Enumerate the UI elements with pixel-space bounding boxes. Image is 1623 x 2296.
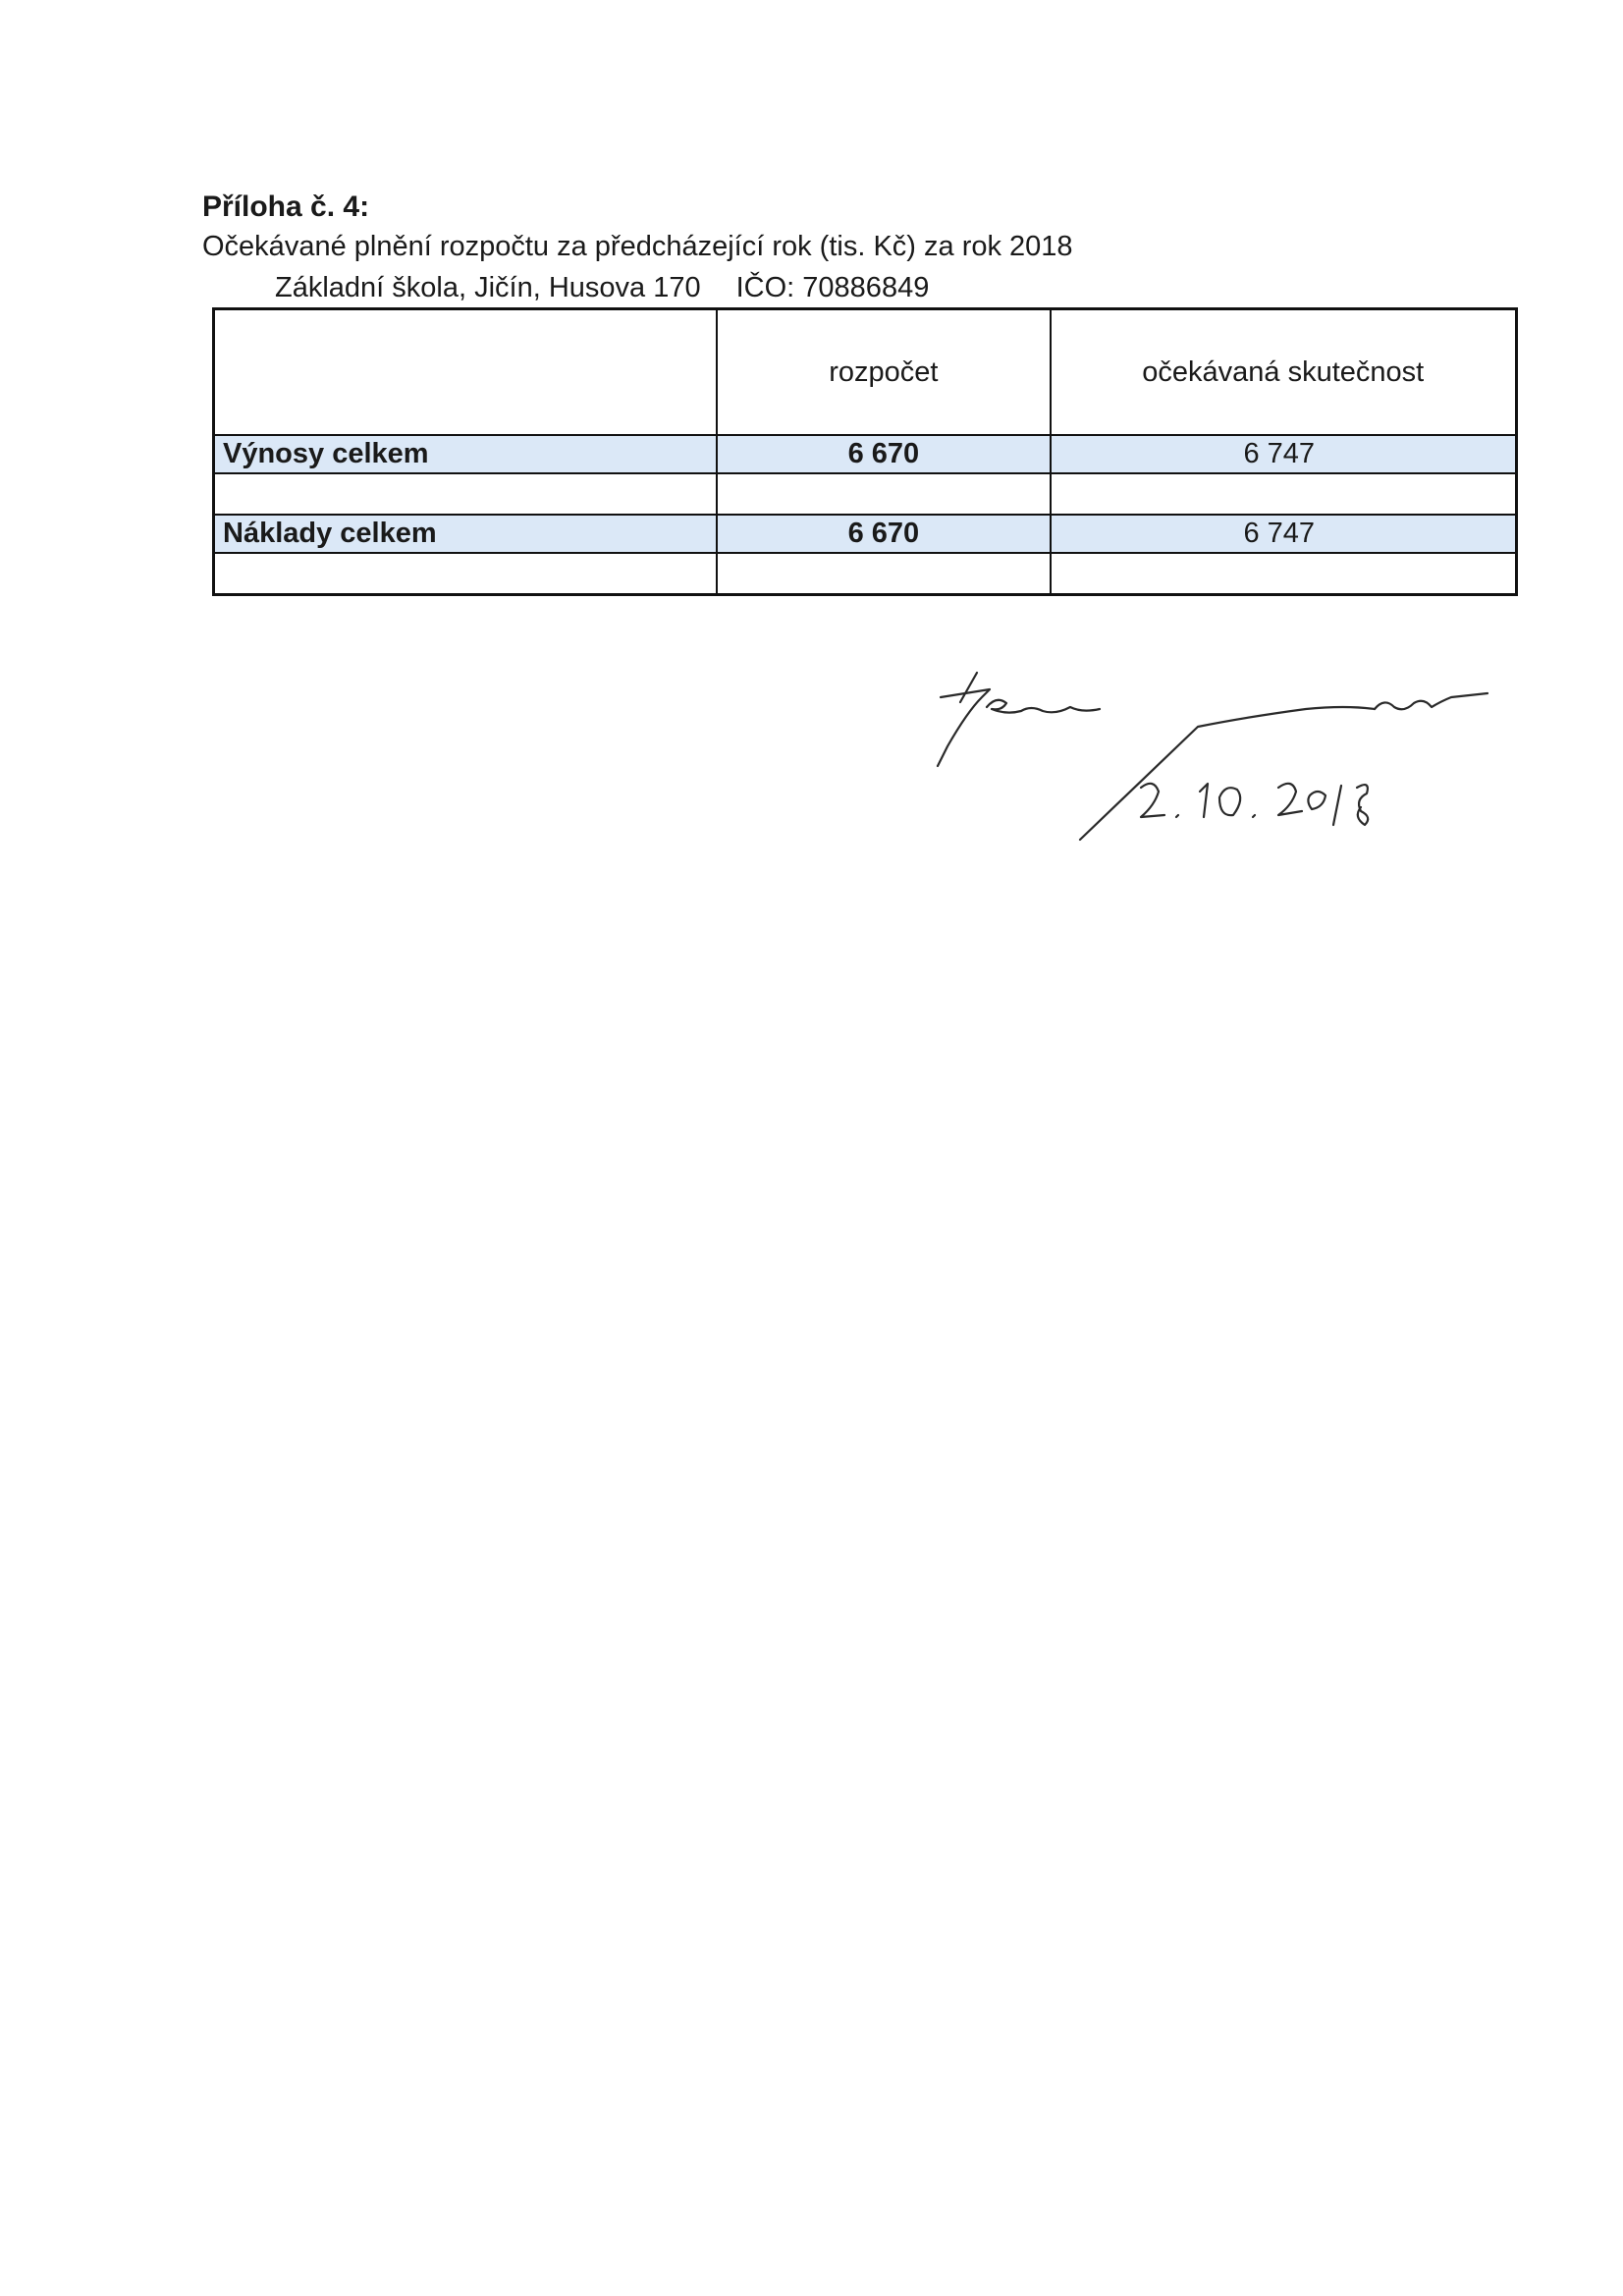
spacer-cell (1051, 553, 1517, 595)
table-spacer-row (214, 553, 1517, 595)
signature-stroke (1219, 788, 1240, 815)
header-cell-budget: rozpočet (717, 309, 1050, 436)
row-expected: 6 747 (1051, 435, 1517, 473)
spacer-cell (1051, 473, 1517, 515)
signature-stroke (1357, 785, 1368, 825)
signature-stroke (1080, 707, 1375, 840)
table-spacer-row (214, 473, 1517, 515)
row-budget: 6 670 (717, 515, 1050, 553)
signature-stroke (1141, 784, 1164, 817)
table-header-row (214, 309, 1517, 436)
table-row (214, 435, 1517, 473)
signature-stroke (938, 689, 990, 766)
spacer-cell (717, 553, 1050, 595)
signature-stroke (1200, 784, 1208, 817)
row-budget: 6 670 (717, 435, 1050, 473)
annex-heading: Příloha č. 4: (202, 191, 370, 223)
signature-stroke (1333, 786, 1341, 825)
signature-stroke (1308, 792, 1325, 809)
handwritten-signature (913, 668, 1502, 864)
header-cell-expected: očekávaná skutečnost (1051, 309, 1517, 436)
signature-stroke (1176, 815, 1178, 817)
school-line (275, 270, 929, 305)
budget-table (212, 307, 1518, 596)
school-name: Základní škola, Jičín, Husova 170 (275, 272, 701, 303)
signature-stroke (1278, 784, 1302, 815)
spacer-cell (717, 473, 1050, 515)
spacer-cell (214, 553, 718, 595)
school-ico: IČO: 70886849 (735, 272, 930, 303)
header-cell-label (214, 309, 718, 436)
row-label: Náklady celkem (214, 515, 718, 553)
signature-stroke (1253, 815, 1255, 817)
document-subtitle: Očekávané plnění rozpočtu za předcházející rok (tis. Kč) za rok 2018 (202, 231, 1073, 262)
signature-stroke (987, 700, 1100, 713)
signature-stroke (960, 673, 977, 702)
spacer-cell (214, 473, 718, 515)
row-label: Výnosy celkem (214, 435, 718, 473)
signature-stroke (1375, 693, 1488, 709)
table-row (214, 515, 1517, 553)
row-expected: 6 747 (1051, 515, 1517, 553)
